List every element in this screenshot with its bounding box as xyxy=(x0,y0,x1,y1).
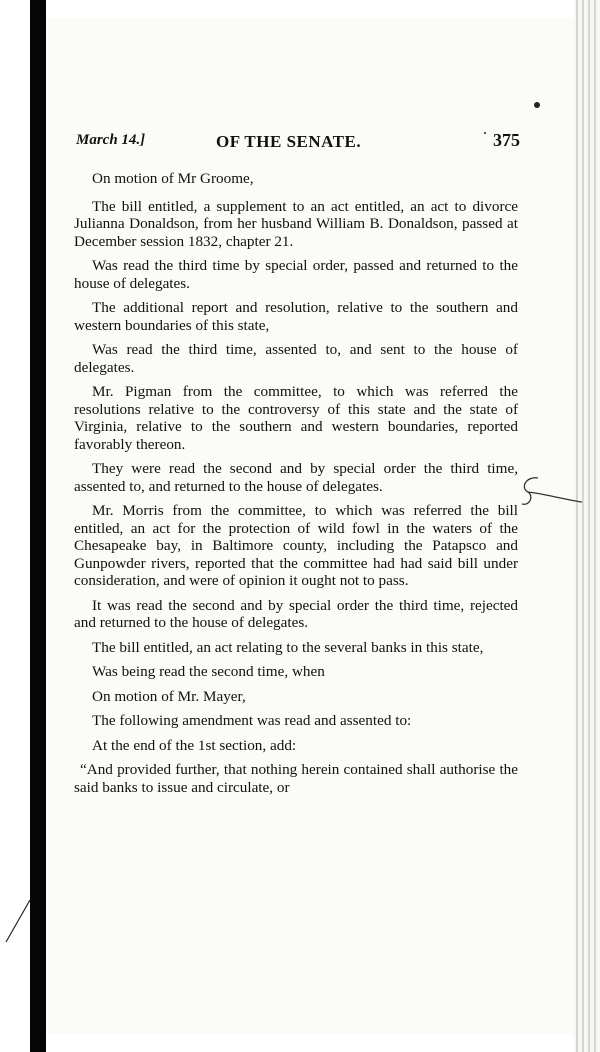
page-stack-edge xyxy=(574,0,600,1052)
journal-body xyxy=(74,170,518,803)
paragraph-wild-fowl-rejected: It was read the second and by special order the third time, rejected and returned to the house of delegates. xyxy=(74,596,518,631)
paragraph-morris-report: Mr. Morris from the committee, to which was referred the bill entitled, an act for the protection of wild fowl in the waters of the Chesapeake bay, in Baltimore county, including the Patapsco and Gunpowder rivers, reported that the committee had had said bill under consideration, and were of opinion it ought not to pass. xyxy=(74,502,518,589)
book-gutter xyxy=(30,0,46,1052)
page-number: 375 xyxy=(493,130,520,150)
ink-speck xyxy=(484,132,486,134)
paragraph-motion-groome: On motion of Mr Groome, xyxy=(92,170,254,187)
paragraph-resolutions-read: They were read the second and by special order the third time, assented to, and returned to the house of delegates. xyxy=(74,460,518,495)
paragraph-section-add: At the end of the 1st section, add: xyxy=(92,736,297,754)
running-head-title: OF THE SENATE. xyxy=(216,132,362,151)
paragraph-bill-donaldson: The bill entitled, a supplement to an act entitled, an act to divorce Julianna Donaldson, from her husband William B. Donaldson, passed at December session 1832, chapter 21. xyxy=(74,197,518,250)
paragraph-third-reading: Was read the third time by special order, passed and returned to the house of delegates. xyxy=(74,257,518,292)
paragraph-banks-bill: The bill entitled, an act relating to the several banks in this state, xyxy=(92,638,484,656)
paragraph-boundaries-assented: Was read the third time, assented to, and sent to the house of delegates. xyxy=(74,341,518,376)
page-bottom-margin xyxy=(46,1034,574,1052)
paragraph-pigman-report: Mr. Pigman from the committee, to which was referred the resolutions relative to the controversy of this state and the state of Virginia, relative to the southern and western boundaries, reported favorably thereon. xyxy=(74,383,518,453)
ink-spot xyxy=(534,102,540,108)
facing-page-mark xyxy=(0,896,36,946)
paragraph-amendment-quote: “And provided further, that nothing herein contained shall authorise the said banks to issue and circulate, or xyxy=(74,761,518,796)
running-head-date: March 14.] xyxy=(76,132,146,148)
paragraph-motion-mayer: On motion of Mr. Mayer, xyxy=(92,687,246,705)
paragraph-boundaries-report: The additional report and resolution, relative to the southern and western boundaries of this state, xyxy=(74,299,518,334)
paragraph-second-reading: Was being read the second time, when xyxy=(92,663,325,680)
margin-pencil-mark xyxy=(516,472,586,512)
paragraph-amendment-intro: The following amendment was read and assented to: xyxy=(92,712,412,729)
running-head xyxy=(76,132,520,158)
